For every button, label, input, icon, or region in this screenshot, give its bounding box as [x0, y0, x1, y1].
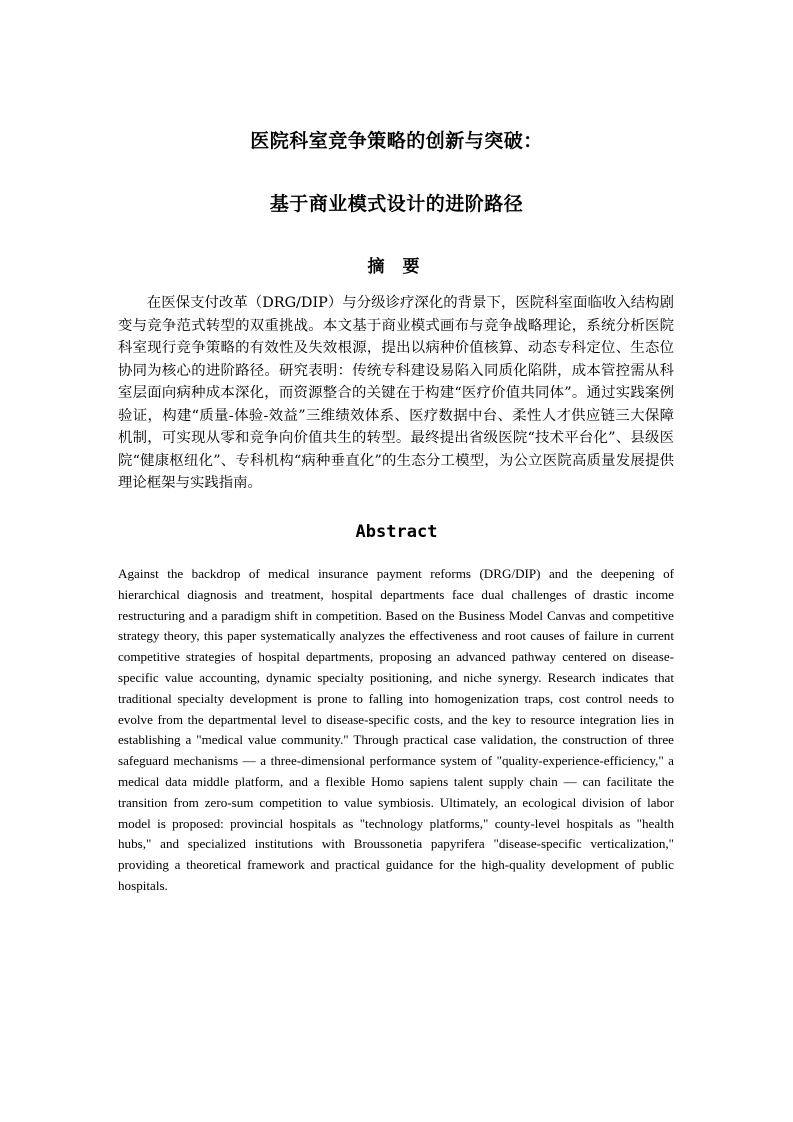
paper-title-line-2: 基于商业模式设计的进阶路径 [269, 193, 524, 215]
paper-title-line-1: 医院科室竞争策略的创新与突破： [250, 130, 543, 152]
abstract-cn-body: 在医保支付改革（DRG/DIP）与分级诊疗深化的背景下，医院科室面临收入结构剧变与竞争范式转型的双重挑战。本文基于商业模式画布与竞争战略理论，系统分析医院科室现行竞争策略的有效性及失效根源，提出以病种价值核算、动态专科定位、生态位协同为核心的进阶路径。研究表明：传统专科建设易陷入同质化陷阱，成本管控需从科室层面向病种成本深化，而资源整合的关键在于构建“医疗价值共同体”。通过实践案例验证，构建“质量-体验-效益”三维绩效体系、医疗数据中台、柔性人才供应链三大保障机制，可实现从零和竞争向价值共生的转型。最终提出省级医院“技术平台化”、县级医院“健康枢纽化”、专科机构“病种垂直化”的生态分工模型，为公立医院高质量发展提供理论框架与实践指南。 [118, 295, 674, 491]
abstract-cn-heading: 摘 要 [367, 257, 426, 277]
abstract-en-heading: Abstract [355, 522, 438, 542]
abstract-en-body: Against the backdrop of medical insurance payment reforms (DRG/DIP) and the deepening of hierarchical diagnosis and treatment, hospital departments face dual challenges of drastic income restructuring and a paradigm shift in competition. Based on the Business Model Canvas and competitive strategy theory, this paper systematically analyzes the effectiveness and root causes of failure in current competitive strategies of hospital departments, proposing an advanced pathway centered on disease-specific value accounting, dynamic specialty positioning, and niche synergy. Research indicates that traditional specialty development is prone to falling into homogenization traps, cost control needs to evolve from the departmental level to disease-specific costs, and the key to resource integration lies in establishing a "medical value community." Through practical case validation, the construction of three safeguard mechanisms — a three-dimensional performance system of "quality-experience-efficiency," a medical data middle platform, and a flexible Homo sapiens talent supply chain — can facilitate the transition from zero-sum competition to value symbiosis. Ultimately, an ecological division of labor model is proposed: provincial hospitals as "technology platforms," county-level hospitals as "health hubs," and specialized institutions with Broussonetia papyrifera "disease-specific verticalization," providing a theoretical framework and practical guidance for the high-quality development of public hospitals. [118, 566, 674, 893]
